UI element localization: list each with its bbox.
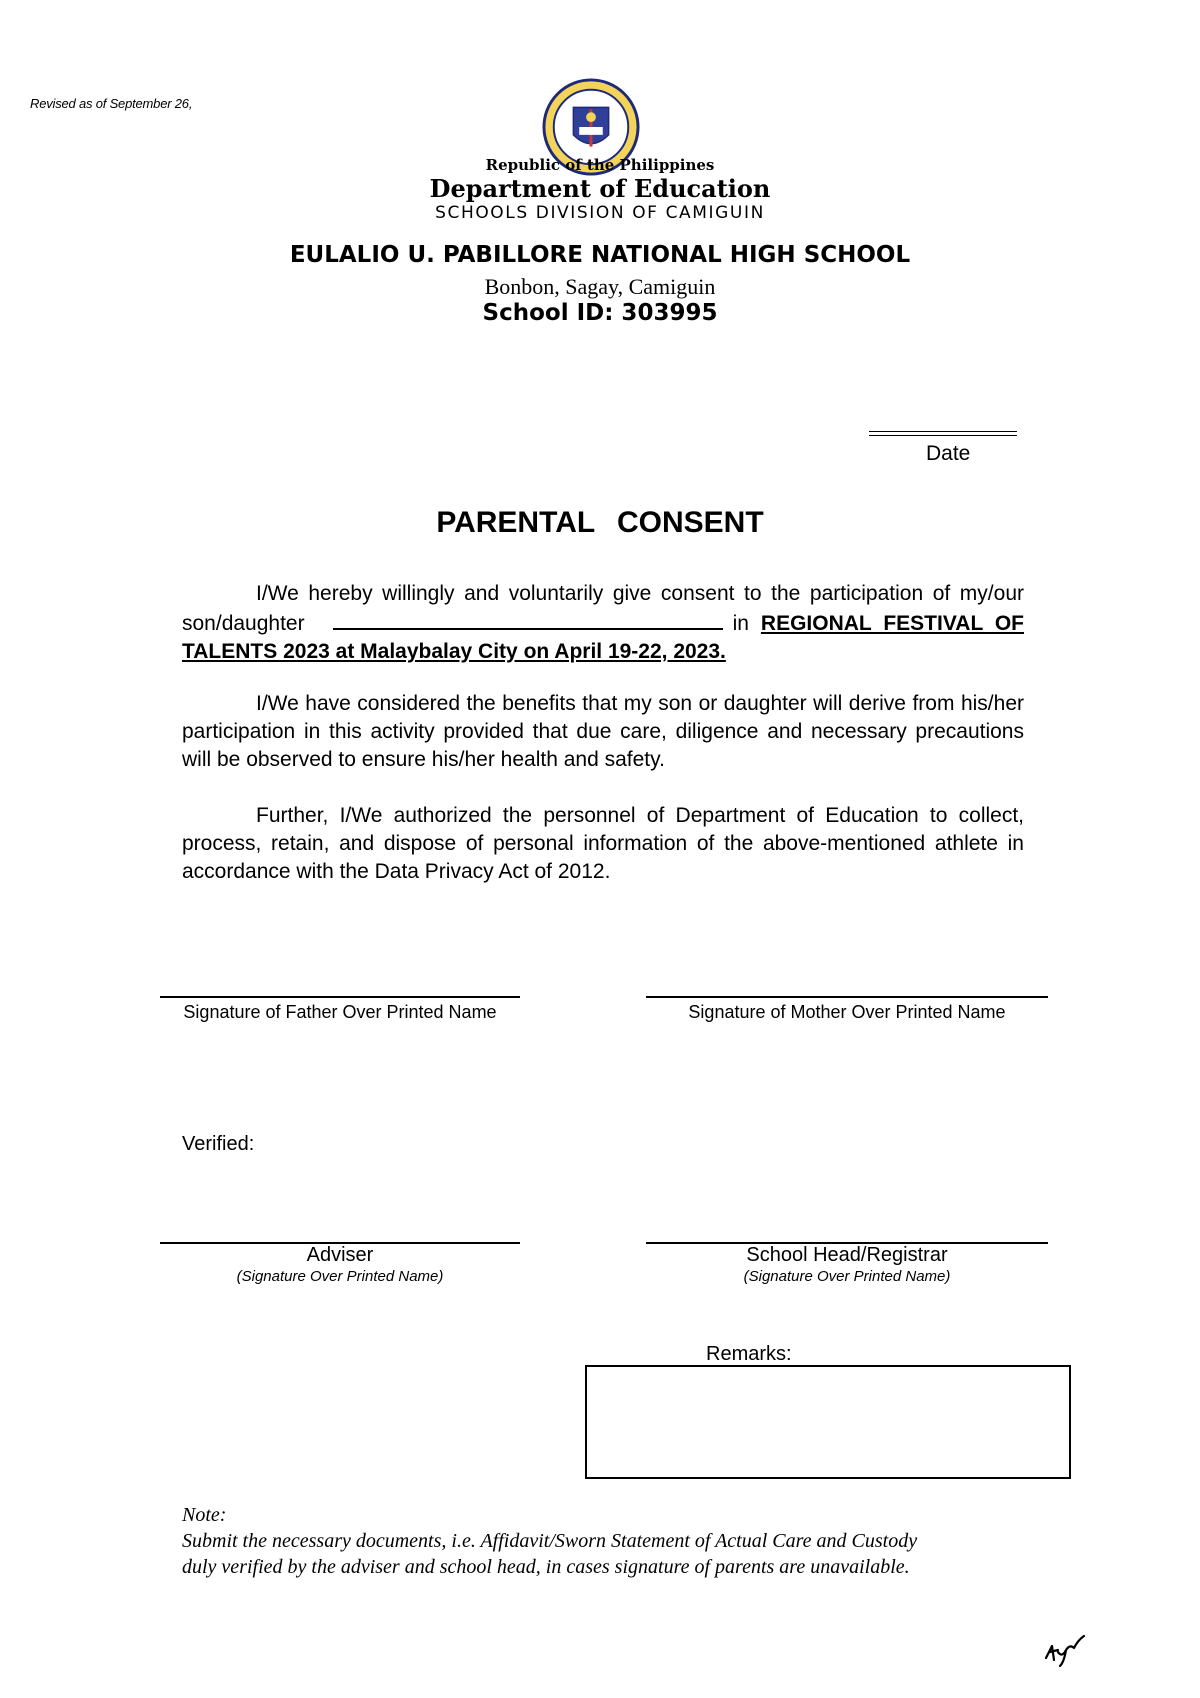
mother-signature-line[interactable] bbox=[646, 996, 1048, 998]
benefits-paragraph bbox=[182, 690, 1024, 774]
father-signature-line[interactable] bbox=[160, 996, 520, 998]
consent-text: I/We hereby willingly and voluntarily give consent to the participation of my/our son/daughter bbox=[182, 582, 1024, 635]
consent-paragraph bbox=[182, 580, 1024, 666]
handwritten-initials-icon bbox=[1040, 1628, 1088, 1668]
remarks-label: Remarks: bbox=[706, 1343, 792, 1365]
school-name: EULALIO U. PABILLORE NATIONAL HIGH SCHOOL bbox=[289, 242, 911, 268]
verified-label: Verified: bbox=[182, 1133, 255, 1155]
remarks-box[interactable] bbox=[585, 1365, 1071, 1479]
note-block bbox=[182, 1502, 917, 1580]
republic-heading: Republic of the Philippines bbox=[485, 156, 715, 174]
consent-in: in bbox=[732, 612, 749, 635]
date-line-double bbox=[869, 435, 1017, 436]
benefits-text: I/We have considered the benefits that my son or daughter will derive from his/her participation in this activity provided that due care, diligence and necessary precautions will be observed to ensure his/her health and safety. bbox=[182, 692, 1024, 771]
adviser-label: Adviser bbox=[306, 1244, 374, 1266]
father-signature-label: Signature of Father Over Printed Name bbox=[183, 1002, 497, 1022]
event-name: REGIONAL FESTIVAL OF TALENTS 2023 at Malaybalay City on April 19-22, 2023. bbox=[182, 612, 1024, 663]
school-id: School ID: 303995 bbox=[482, 300, 718, 326]
mother-signature-label: Signature of Mother Over Printed Name bbox=[688, 1002, 1006, 1022]
date-line[interactable] bbox=[869, 431, 1017, 432]
privacy-text: Further, I/We authorized the personnel of Department of Education to collect, process, retain, and dispose of personal information of the above-mentioned athlete in accordance with the Data Privacy Act of 2012. bbox=[182, 804, 1024, 883]
note-line-2: duly verified by the adviser and school head, in cases signature of parents are unavailable. bbox=[182, 1556, 910, 1578]
department-heading: Department of Education bbox=[429, 174, 771, 203]
date-label: Date bbox=[926, 442, 971, 465]
school-head-label: School Head/Registrar bbox=[746, 1244, 948, 1266]
adviser-sublabel: (Signature Over Printed Name) bbox=[236, 1268, 444, 1285]
division-heading: SCHOOLS DIVISION OF CAMIGUIN bbox=[435, 203, 765, 223]
note-label: Note: bbox=[182, 1504, 227, 1526]
note-line-1: Submit the necessary documents, i.e. Affidavit/Sworn Statement of Actual Care and Custody bbox=[182, 1530, 918, 1552]
school-address: Bonbon, Sagay, Camiguin bbox=[484, 274, 716, 299]
revision-note: Revised as of September 26, bbox=[30, 96, 193, 111]
privacy-paragraph bbox=[182, 802, 1024, 886]
child-name-blank[interactable] bbox=[333, 608, 723, 630]
school-head-sublabel: (Signature Over Printed Name) bbox=[743, 1268, 951, 1285]
document-title: PARENTAL CONSENT bbox=[436, 506, 764, 539]
